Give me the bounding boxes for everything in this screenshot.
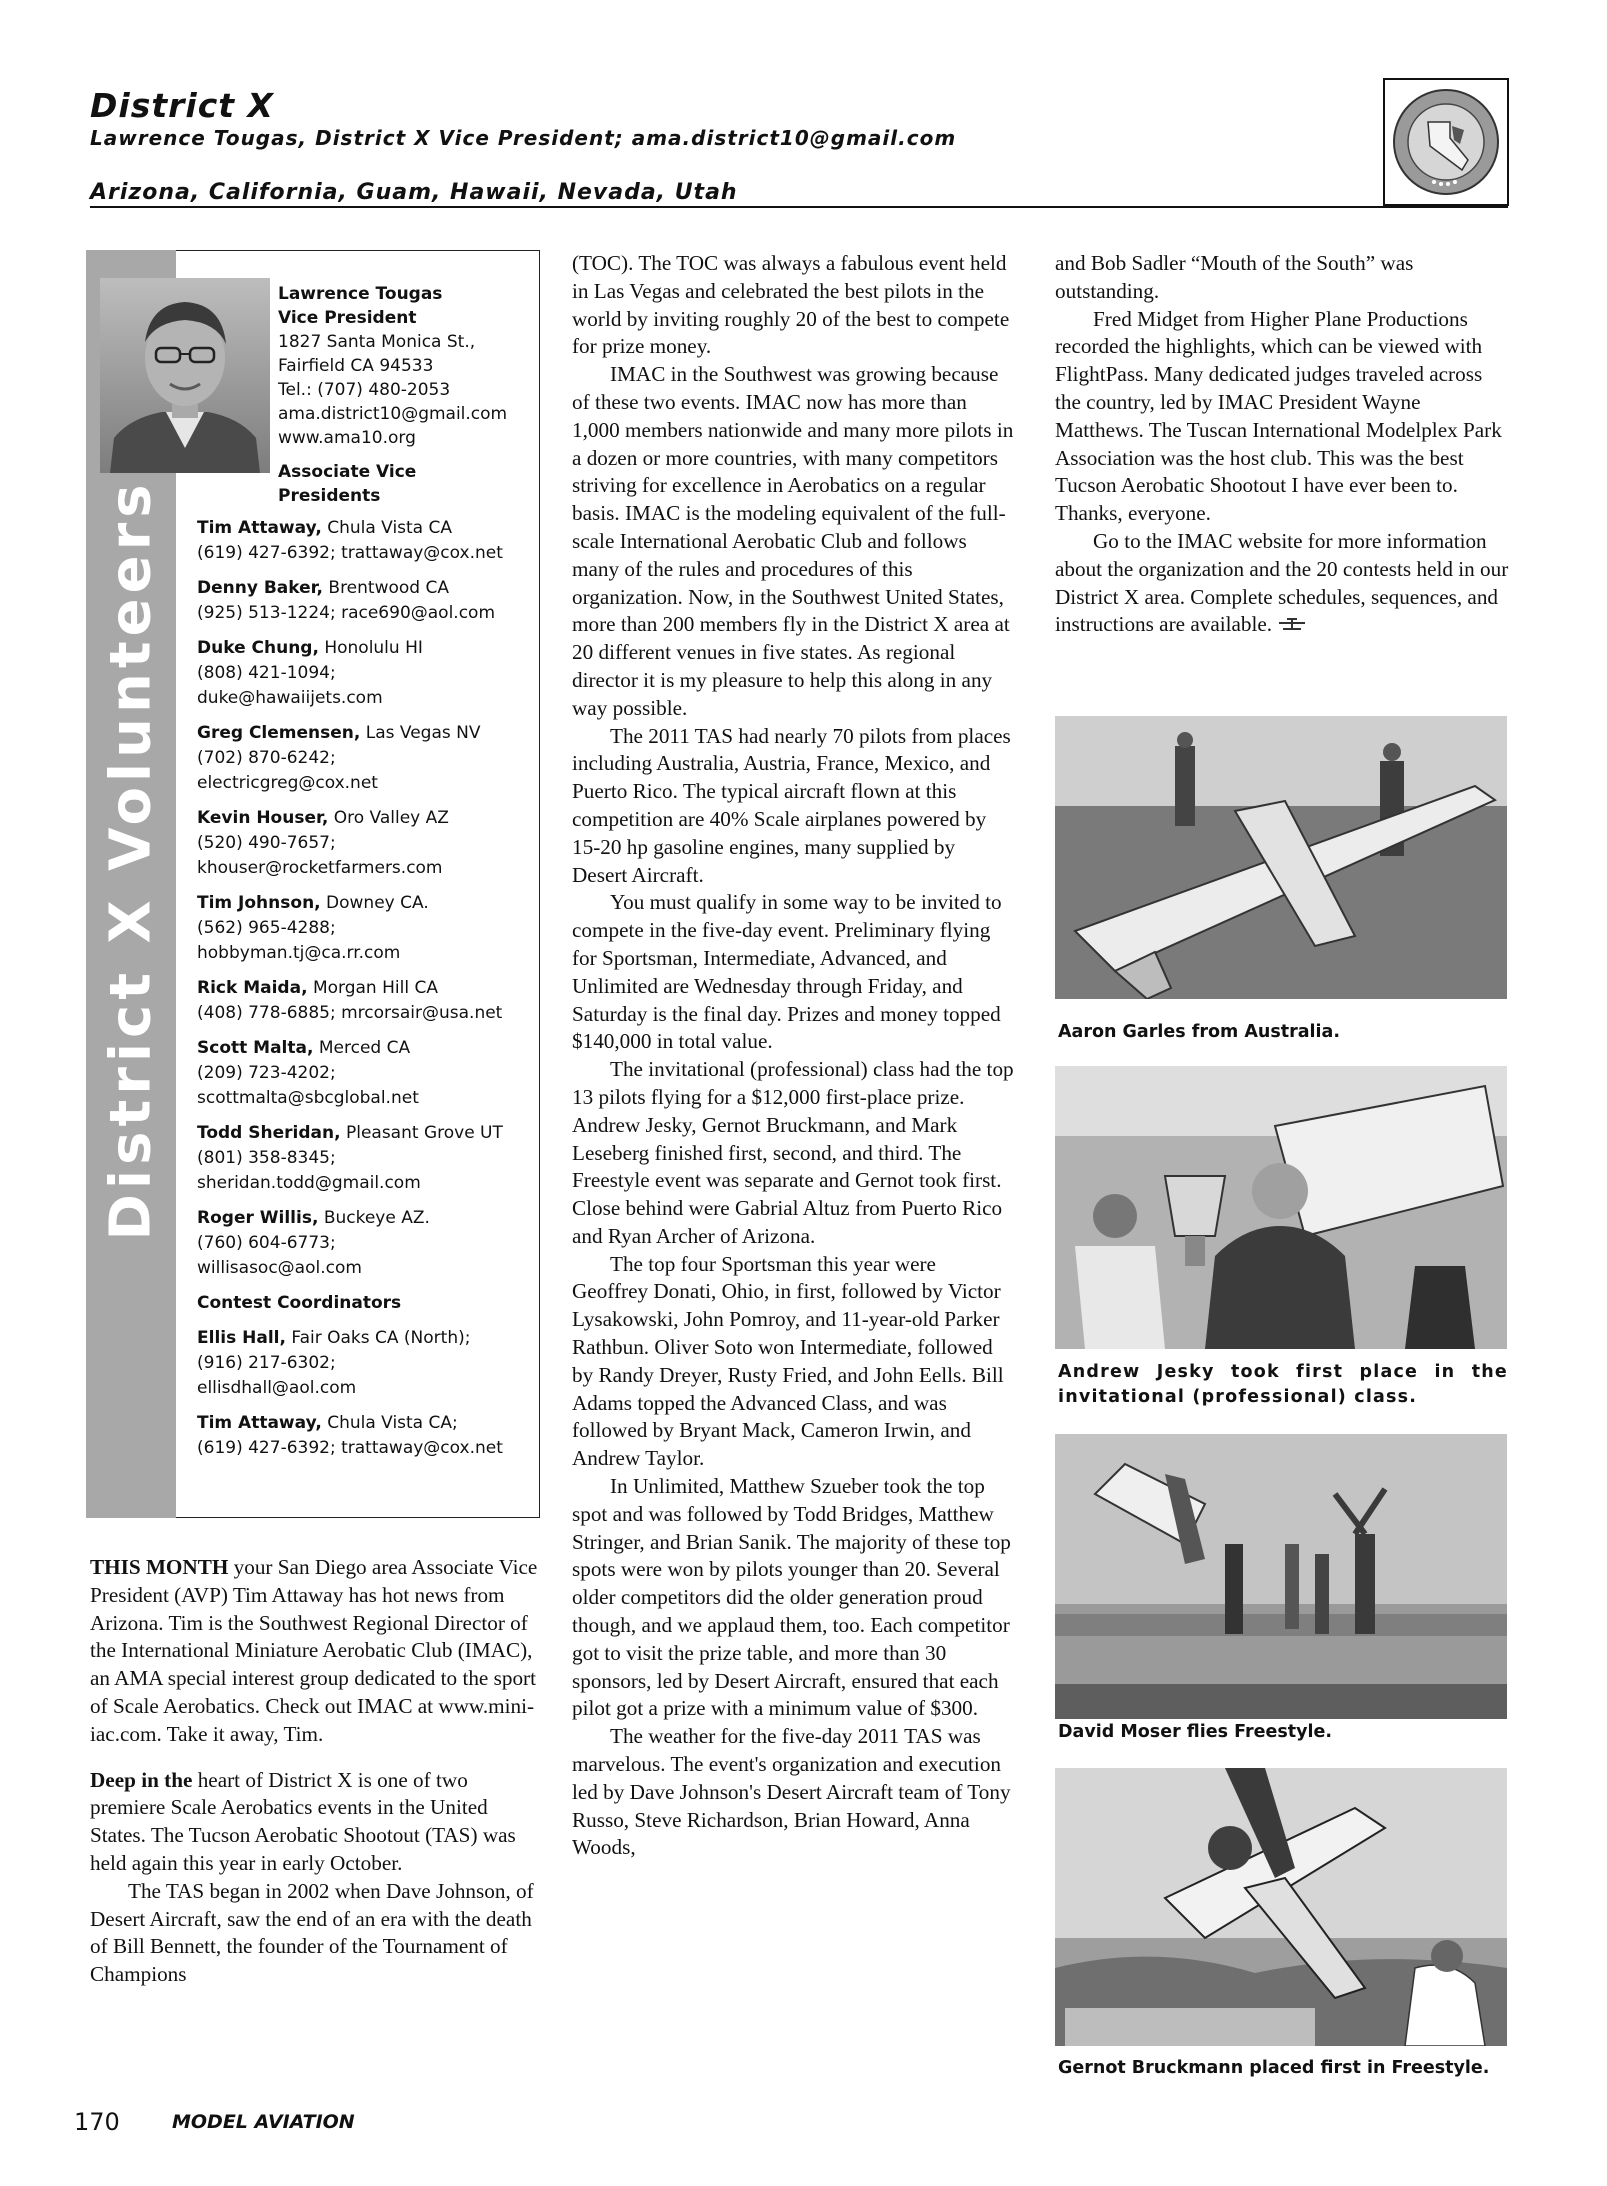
article-paragraph: (TOC). The TOC was always a fabulous event held in Las Vegas and celebrated the best pilots in the world by inviting roughly 20 of the best to compete for prize money. — [572, 251, 1010, 359]
contact-location: Buckeye AZ. — [323, 1208, 430, 1228]
contact-location: Pleasant Grove UT — [345, 1123, 503, 1143]
paragraph-lead: Deep in the — [90, 1767, 193, 1792]
vp-name: Lawrence Tougas — [278, 284, 443, 304]
article-paragraph: The top four Sportsman this year were Geoffrey Donati, Ohio, in first, followed by Victor Lysakowski, John Pomroy, and 11-year-old Parker Rathbun. Oliver Soto won Intermediate, followed by Randy Dreyer, Rusty Fried, and John Eells. Bill Adams topped the Advanced Class, and was followed by Bryant Mack, Cameron Irwin, and Andrew Taylor. — [572, 1251, 1004, 1471]
page-title: District X — [90, 86, 274, 125]
contact-entry — [197, 576, 537, 626]
vp-address-line2: Fairfield CA 94533 — [278, 356, 434, 376]
article-paragraph: In Unlimited, Matthew Szueber took the top spot and was followed by Todd Bridges, Matthew Stringer, and Brian Sanik. The majority of these top spots were won by pilots younger than 20. Several older competitors did the older generation proud though, and we applaud them, too. Each competitor got to visit the prize table, and more than 30 sponsors, led by Desert Aircraft, ensured that each pilot got a prize with a minimum value of $300. — [572, 1474, 1011, 1721]
contact-entry — [197, 1036, 537, 1111]
article-paragraph: The 2011 TAS had nearly 70 pilots from places including Australia, Austria, France, Mexico, and Puerto Rico. The typical aircraft flown at this competition are 40% Scale airplanes powered by 15-20 hp gasoline engines, many supplied by Desert Aircraft. — [572, 723, 1011, 887]
vp-byline: Lawrence Tougas, District X Vice President; ama.district10@gmail.com — [90, 126, 957, 150]
contact-phone: (916) 217-6302; — [197, 1353, 336, 1373]
sidebar-band-label: District X Volunteers — [98, 479, 164, 1241]
contact-entry — [197, 891, 537, 966]
intro-lead: THIS MONTH — [90, 1555, 229, 1579]
photo-caption: Gernot Bruckmann placed first in Freestyle. — [1058, 2058, 1490, 2078]
article-paragraph: Fred Midget from Higher Plane Productions recorded the highlights, which can be viewed with FlightPass. Many dedicated judges traveled across the country, led by IMAC President Wayne Matthews. The Tuscan International Modelplex Park Association was the host club. This was the best Tucson Aerobatic Shootout I have ever been to. Thanks, everyone. — [1055, 306, 1502, 526]
article-paragraph: The weather for the five-day 2011 TAS was marvelous. The event's organization and execution led by Dave Johnson's Desert Aircraft team of Tony Russo, Steve Richardson, Brian Howard, Anna Woods, — [572, 1724, 1011, 1860]
ama-end-mark-icon — [1277, 617, 1307, 631]
contact-email: hobbyman.tj@ca.rr.com — [197, 943, 401, 963]
contact-email: duke@hawaiijets.com — [197, 688, 383, 708]
article-paragraph — [90, 1767, 538, 1878]
article-paragraph: and Bob Sadler “Mouth of the South” was outstanding. — [1055, 251, 1414, 303]
avp-contact-list — [197, 516, 537, 1471]
contact-phone-email: (619) 427-6392; trattaway@cox.net — [197, 1438, 503, 1458]
contact-entry — [197, 1206, 537, 1281]
article-intro — [90, 1554, 538, 1749]
contact-entry — [197, 806, 537, 881]
photo-caption: David Moser flies Freestyle. — [1058, 1722, 1333, 1742]
vp-contact-block — [278, 282, 528, 508]
contact-email: ellisdhall@aol.com — [197, 1378, 357, 1398]
contact-phone: (760) 604-6773; — [197, 1233, 336, 1253]
contact-name: Greg Clemensen, — [197, 723, 361, 743]
contact-phone-email: (619) 427-6392; trattaway@cox.net — [197, 543, 503, 563]
header-rule — [90, 206, 1508, 208]
contact-location: Brentwood CA — [328, 578, 449, 598]
contact-phone: (702) 870-6242; — [197, 748, 336, 768]
contact-phone: (520) 490-7657; — [197, 833, 336, 853]
contact-entry — [197, 721, 537, 796]
contact-location: Downey CA. — [326, 893, 429, 913]
contact-entry — [197, 1411, 537, 1461]
district-seal — [1383, 78, 1509, 206]
contact-location: Chula Vista CA — [327, 518, 453, 538]
contact-phone: (808) 421-1094; — [197, 663, 336, 683]
magazine-title: MODEL AVIATION — [172, 2111, 355, 2133]
article-column-1 — [90, 1554, 538, 1989]
contact-location: Las Vegas NV — [365, 723, 481, 743]
intro-text: your San Diego area Associate Vice President (AVP) Tim Attaway has hot news from Arizona. Tim is the Southwest Regional Director of the International Miniature Aerobatic Club (IMAC), an AMA special interest group dedicated to the sport of Scale Aerobatics. Check out IMAC at www.mini-iac.com. Take it away, Tim. — [90, 1555, 538, 1746]
article-paragraph: The invitational (professional) class had the top 13 pilots flying for a $12,000 first-place prize. Andrew Jesky, Gernot Bruckmann, and Mark Leseberg finished first, second, and third. The Freestyle event was separate and Gernot took first. Close behind were Gabrial Altuz from Puerto Rico and Ryan Archer of Arizona. — [572, 1057, 1014, 1248]
contact-name: Duke Chung, — [197, 638, 319, 658]
photo-caption: Andrew Jesky took first place in the invitational (professional) class. — [1058, 1362, 1508, 1407]
contact-email: electricgreg@cox.net — [197, 773, 378, 793]
article-column-3 — [1055, 250, 1509, 639]
contact-entry — [197, 1326, 537, 1401]
contact-location: Morgan Hill CA — [312, 978, 438, 998]
vp-website-link[interactable]: www.ama10.org — [278, 428, 416, 448]
contact-entry — [197, 976, 537, 1026]
photo-aaron-garles — [1055, 716, 1507, 999]
article-paragraph: IMAC in the Southwest was growing because of these two events. IMAC now has more than 1,000 members nationwide and many more pilots in a dozen or more countries, with many competitors striving for excellence in Aerobatics on a regular basis. IMAC is the modeling equivalent of the full-scale International Aerobatic Club and follows many of the rules and procedures of this organization. Now, in the Southwest United States, more than 200 members fly in the District X area at 20 different venues in five states. As regional director it is my pleasure to help this along in any way possible. — [572, 362, 1014, 720]
photo-caption: Aaron Garles from Australia. — [1058, 1022, 1341, 1042]
vp-role: Vice President — [278, 308, 417, 328]
contact-location: Honolulu HI — [324, 638, 423, 658]
contact-location: Chula Vista CA; — [327, 1413, 458, 1433]
article-paragraph — [1055, 528, 1509, 639]
district-states: Arizona, California, Guam, Hawaii, Nevada, Utah — [90, 180, 738, 205]
contact-email: khouser@rocketfarmers.com — [197, 858, 443, 878]
coordinators-heading: Contest Coordinators — [197, 1293, 402, 1313]
page-number: 170 — [74, 2108, 120, 2136]
contact-phone: (209) 723-4202; — [197, 1063, 336, 1083]
contact-name: Scott Malta, — [197, 1038, 314, 1058]
paragraph-text: Go to the IMAC website for more information about the organization and the 20 contests held in our District X area. Complete schedules, sequences, and instructions are available. — [1055, 528, 1509, 637]
contact-name: Todd Sheridan, — [197, 1123, 341, 1143]
vp-phone: Tel.: (707) 480-2053 — [278, 380, 451, 400]
photo-gernot-bruckmann — [1055, 1768, 1507, 2046]
paragraph-text: heart of District X is one of two premiere Scale Aerobatics events in the United States. The Tucson Aerobatic Shootout (TAS) was held again this year in early October. — [90, 1767, 516, 1875]
contact-phone: (801) 358-8345; — [197, 1148, 336, 1168]
contact-location: Merced CA — [318, 1038, 411, 1058]
contact-email: scottmalta@sbcglobal.net — [197, 1088, 419, 1108]
vp-portrait-photo — [100, 278, 270, 473]
contact-name: Rick Maida, — [197, 978, 308, 998]
contact-email: willisasoc@aol.com — [197, 1258, 362, 1278]
contact-name: Tim Johnson, — [197, 893, 321, 913]
contact-entry — [197, 636, 537, 711]
contact-location: Fair Oaks CA (North); — [291, 1328, 471, 1348]
contact-name: Roger Willis, — [197, 1208, 319, 1228]
contact-email: sheridan.todd@gmail.com — [197, 1173, 421, 1193]
vp-email-link[interactable]: ama.district10@gmail.com — [278, 404, 508, 424]
avp-heading-line1: Associate Vice — [278, 462, 417, 482]
photo-andrew-jesky — [1055, 1066, 1507, 1349]
contact-entry — [197, 1121, 537, 1196]
contact-name: Tim Attaway, — [197, 1413, 322, 1433]
contact-entry — [197, 516, 537, 566]
contact-phone-email: (408) 778-6885; mrcorsair@usa.net — [197, 1003, 503, 1023]
contact-name: Kevin Houser, — [197, 808, 329, 828]
contact-name: Denny Baker, — [197, 578, 323, 598]
article-column-2 — [572, 250, 1014, 1862]
contact-phone-email: (925) 513-1224; race690@aol.com — [197, 603, 496, 623]
contact-phone: (562) 965-4288; — [197, 918, 336, 938]
contact-name: Tim Attaway, — [197, 518, 322, 538]
article-paragraph: You must qualify in some way to be invited to compete in the five-day event. Preliminary flying for Sportsman, Intermediate, Advanced, and Unlimited are Wednesday through Friday, and Saturday is the final day. Prizes and money topped $140,000 in total value. — [572, 890, 1002, 1054]
vp-address-line1: 1827 Santa Monica St., — [278, 332, 476, 352]
district-seal-icon — [1390, 86, 1502, 198]
avp-heading-line2: Presidents — [278, 486, 381, 506]
contact-location: Oro Valley AZ — [333, 808, 449, 828]
photo-david-moser — [1055, 1434, 1507, 1719]
article-paragraph: The TAS began in 2002 when Dave Johnson, of Desert Aircraft, saw the end of an era with the death of Bill Bennett, the founder of the Tournament of Champions — [90, 1878, 534, 1987]
contact-name: Ellis Hall, — [197, 1328, 286, 1348]
